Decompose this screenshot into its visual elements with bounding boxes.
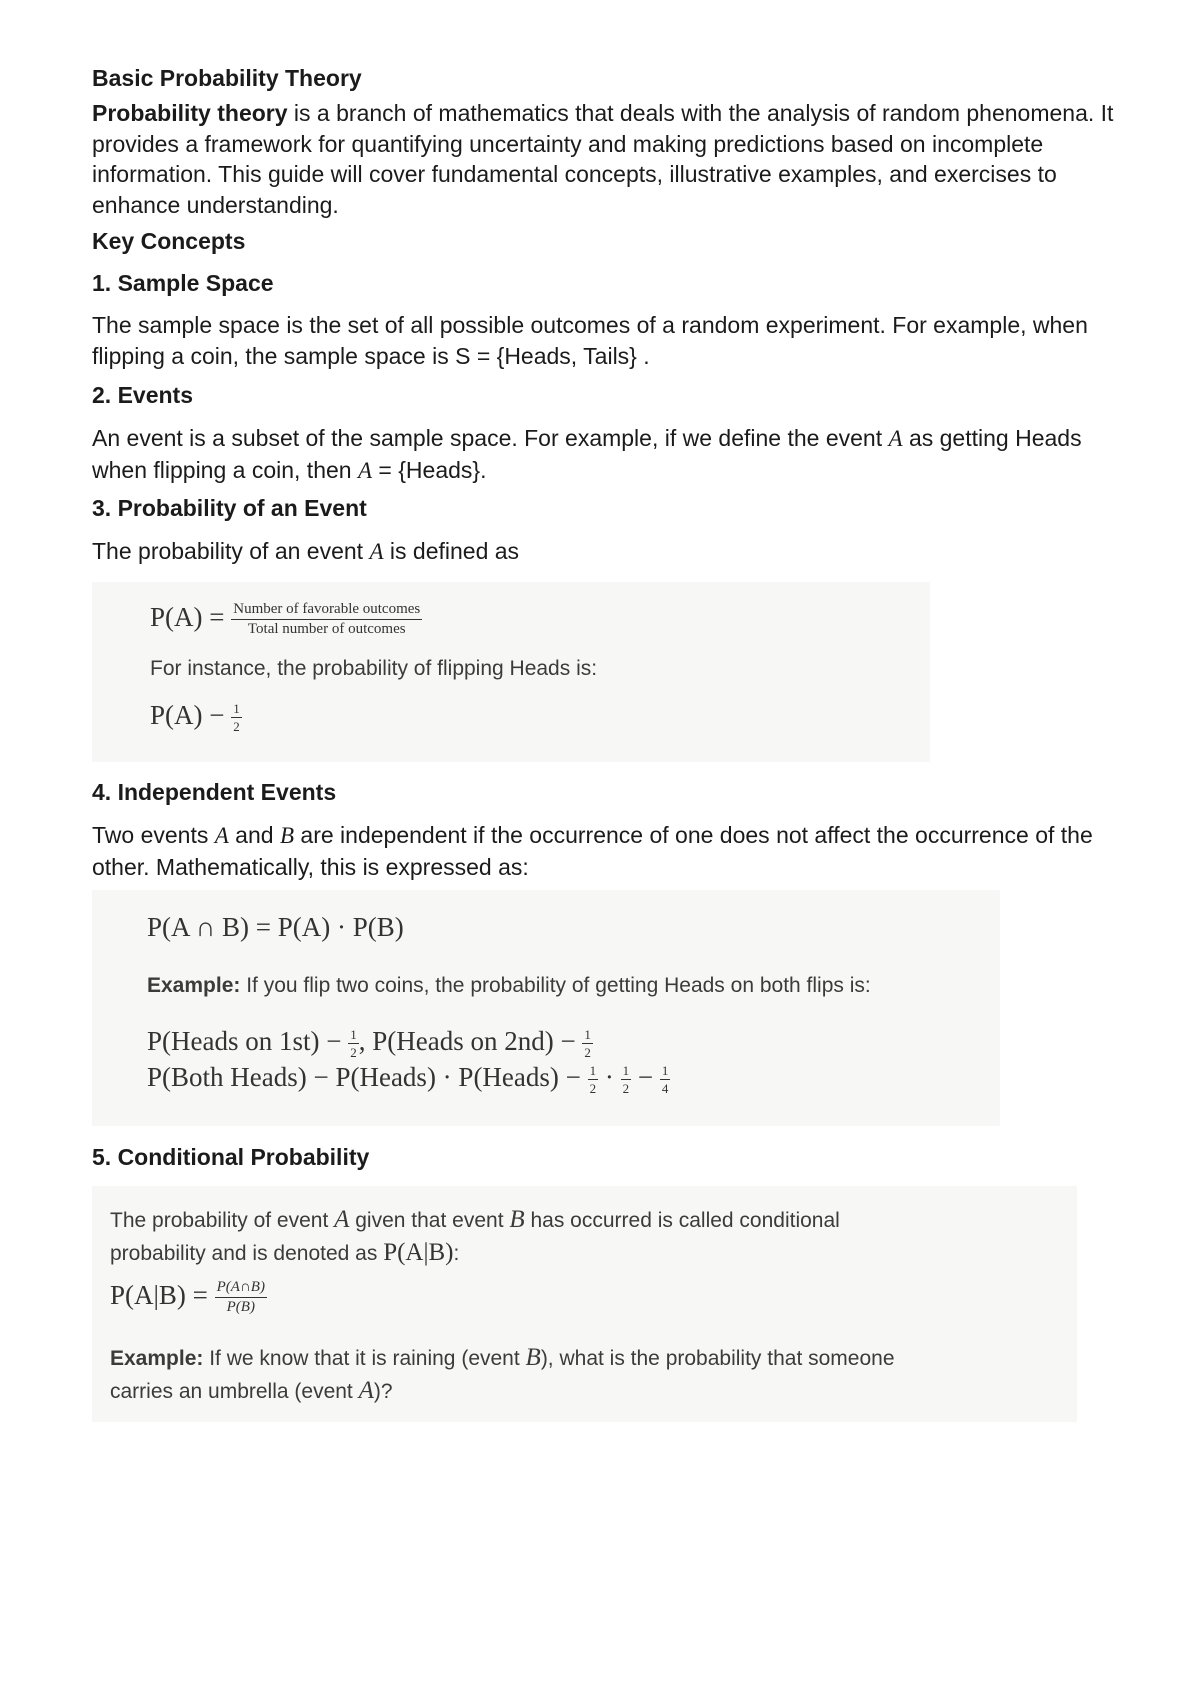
probability-formula [150, 602, 422, 637]
conditional-var-b: B [509, 1206, 525, 1233]
probability-heads-fraction [231, 702, 242, 733]
conditional-example-var-a: A [358, 1377, 374, 1404]
intro-lead: Probability theory [92, 100, 288, 126]
independent-line2-frac3 [660, 1064, 671, 1095]
conditional-formula-lhs: P(A|B) = [110, 1280, 208, 1310]
conditional-example-var-b: B [525, 1344, 541, 1371]
independent-text-b: and [228, 822, 280, 848]
independent-line1 [147, 1026, 593, 1059]
conditional-example-a: If we know that it is raining (event [203, 1347, 526, 1370]
probability-fraction [231, 602, 422, 637]
conditional-var-a: A [334, 1206, 350, 1233]
conditional-heading: 5. Conditional Probability [92, 1144, 370, 1170]
independent-var-b: B [279, 823, 295, 848]
independent-formula-box [92, 890, 1000, 1126]
conditional-text-e: : [453, 1242, 460, 1265]
frac-num: 1 [661, 1063, 669, 1079]
independent-minus: − [637, 1062, 654, 1092]
probability-instance-text: For instance, the probability of flipping Heads is: [150, 657, 598, 680]
conditional-example [110, 1342, 895, 1408]
independent-line1-b: , P(Heads on 2nd) − [358, 1026, 576, 1056]
independent-line2-frac1 [588, 1064, 599, 1095]
conditional-text-a: The probability of event [110, 1209, 335, 1232]
independent-line1-a: P(Heads on 1st) − [147, 1026, 342, 1056]
probability-formula-box [92, 582, 930, 762]
conditional-formula [110, 1280, 267, 1315]
probability-text-a: The probability of an event [92, 538, 370, 564]
probability-heading: 3. Probability of an Event [92, 495, 367, 521]
independent-dot: · [604, 1062, 614, 1092]
conditional-example-b: ), what is the probability that someone [540, 1347, 895, 1370]
frac-den: 2 [350, 1045, 357, 1061]
frac-num: 1 [622, 1063, 630, 1079]
frac-den: 2 [584, 1045, 591, 1061]
independent-line2 [147, 1062, 670, 1095]
probability-heads-lhs: P(A) − [150, 700, 225, 730]
independent-line2-frac2 [621, 1064, 632, 1095]
conditional-example-label: Example: [110, 1347, 204, 1370]
sample-space-text: The sample space is the set of all possible outcomes of a random experiment. For example, when flipping a coin, the sample space is S = {Heads, Tails} . [92, 312, 1088, 369]
frac-den: 2 [622, 1081, 630, 1097]
probability-frac-num: Number of favorable outcomes [231, 602, 422, 620]
probability-formula-lhs: P(A) = [150, 602, 225, 632]
probability-text [92, 536, 1122, 568]
probability-var-a: A [369, 539, 384, 564]
frac-num: 1 [589, 1063, 597, 1079]
intro-text: is a branch of mathematics that deals with the analysis of random phenomena. It provides a framework for quantifying uncertainty and making predictions based on incomplete information. This guide will cover fundamental concepts, illustrative examples, and exercises to enhance understanding. [92, 100, 1114, 218]
independent-text [92, 820, 1122, 882]
conditional-example-c: carries an umbrella (event [110, 1380, 359, 1403]
frac-den: 4 [661, 1081, 669, 1097]
probability-frac-den: Total number of outcomes [247, 621, 406, 638]
probability-text-b: is defined as [383, 538, 520, 564]
probability-heads-formula [150, 700, 242, 733]
conditional-fraction [215, 1280, 267, 1315]
conditional-formula-box [92, 1186, 1077, 1422]
independent-example-label: Example: [147, 974, 241, 997]
frac-num: 1 [350, 1027, 357, 1043]
conditional-text-d: probability and is denoted as [110, 1242, 384, 1265]
events-var-a: A [888, 426, 903, 451]
conditional-definition [110, 1204, 840, 1270]
independent-example [147, 974, 871, 998]
events-text-c: = {Heads}. [372, 456, 487, 483]
conditional-text-c: has occurred is called conditional [524, 1209, 840, 1232]
frac-den: 2 [589, 1081, 597, 1097]
frac-num: 1 [584, 1027, 591, 1043]
events-heading: 2. Events [92, 382, 193, 408]
independent-text-a: Two events [92, 822, 215, 848]
independent-formula: P(A ∩ B) = P(A) · P(B) [147, 912, 404, 942]
events-var-a2: A [357, 457, 373, 483]
independent-line1-frac2 [582, 1028, 593, 1059]
conditional-example-d: )? [373, 1380, 393, 1403]
independent-text-c: are independent if the occurrence of one does not affect the occurrence of the other. Mathematically, this is expressed as: [92, 822, 1093, 880]
intro-paragraph [92, 98, 1122, 220]
document-title: Basic Probability Theory [92, 65, 362, 91]
events-text [92, 423, 1122, 486]
probability-heads-num: 1 [233, 701, 240, 717]
probability-heads-den: 2 [233, 719, 240, 735]
conditional-notation: P(A|B) [383, 1239, 454, 1266]
events-text-b: as getting Heads when flipping a coin, then [92, 425, 1082, 483]
conditional-frac-num: P(A∩B) [215, 1280, 267, 1298]
sample-space-heading: 1. Sample Space [92, 270, 274, 296]
independent-var-a: A [214, 823, 229, 848]
independent-line1-frac1 [348, 1028, 359, 1059]
conditional-frac-den: P(B) [226, 1299, 255, 1316]
conditional-text-b: given that event [349, 1209, 510, 1232]
key-concepts-heading: Key Concepts [92, 228, 246, 254]
independent-line2-a: P(Both Heads) − P(Heads) · P(Heads) − [147, 1062, 581, 1092]
events-text-a: An event is a subset of the sample space. For example, if we define the event [92, 425, 889, 451]
independent-example-text: If you flip two coins, the probability of getting Heads on both flips is: [240, 974, 871, 997]
independent-heading: 4. Independent Events [92, 779, 337, 805]
